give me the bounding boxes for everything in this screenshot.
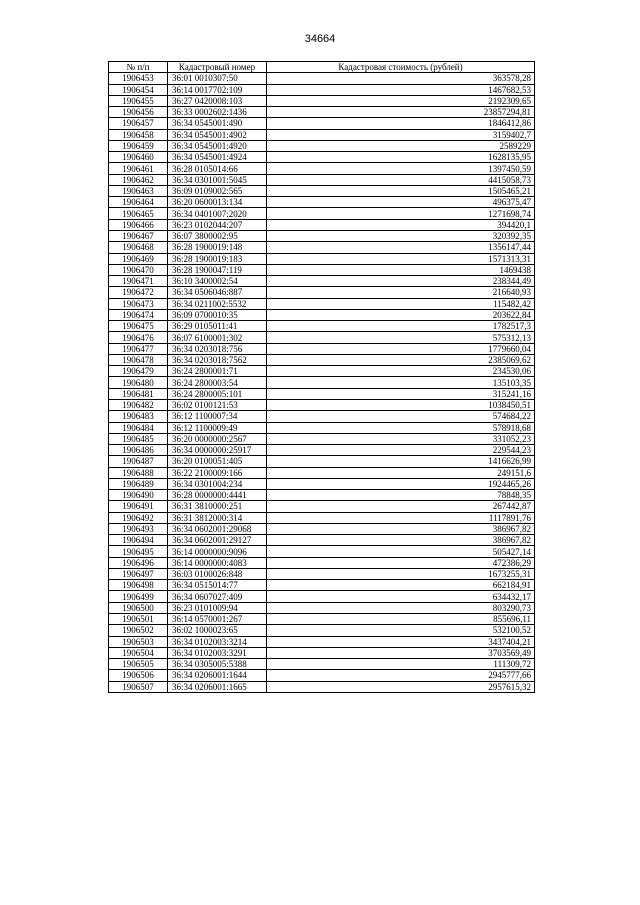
cell-cadastral-value: 1397450,59 — [267, 163, 535, 174]
cell-row-number: 1906455 — [109, 95, 168, 106]
cell-cadastral-number: 36:12 1100007:34 — [168, 411, 267, 422]
table-row — [109, 422, 535, 433]
cell-row-number: 1906460 — [109, 152, 168, 163]
cell-row-number: 1906480 — [109, 377, 168, 388]
cell-cadastral-value: 1571313,31 — [267, 253, 535, 264]
table-row — [109, 377, 535, 388]
cell-row-number: 1906459 — [109, 140, 168, 151]
cell-cadastral-value: 386967,82 — [267, 523, 535, 534]
page-number: 34664 — [304, 33, 336, 45]
cell-cadastral-value: 1505465,21 — [267, 185, 535, 196]
table-row — [109, 647, 535, 658]
cell-row-number: 1906478 — [109, 354, 168, 365]
cell-cadastral-number: 36:34 0545001:4902 — [168, 129, 267, 140]
table-row — [109, 185, 535, 196]
cell-row-number: 1906486 — [109, 445, 168, 456]
cell-cadastral-number: 36:02 1000023:65 — [168, 625, 267, 636]
cell-row-number: 1906453 — [109, 73, 168, 84]
cell-cadastral-value: 532100,52 — [267, 625, 535, 636]
cell-cadastral-number: 36:24 2800005:101 — [168, 388, 267, 399]
cell-cadastral-value: 3703569,49 — [267, 647, 535, 658]
cell-row-number: 1906502 — [109, 625, 168, 636]
table-row — [109, 546, 535, 557]
cell-cadastral-number: 36:20 0000000:2567 — [168, 433, 267, 444]
cell-cadastral-value: 238344,49 — [267, 276, 535, 287]
cell-cadastral-number: 36:28 1900019:183 — [168, 253, 267, 264]
cell-cadastral-number: 36:34 0602001:29127 — [168, 535, 267, 546]
table-row — [109, 129, 535, 140]
cell-cadastral-value: 229544,23 — [267, 445, 535, 456]
cell-cadastral-number: 36:24 2800001:71 — [168, 366, 267, 377]
cell-cadastral-value: 1628135,95 — [267, 152, 535, 163]
cell-cadastral-number: 36:34 0545001:490 — [168, 118, 267, 129]
cell-cadastral-value: 1846412,86 — [267, 118, 535, 129]
cell-row-number: 1906465 — [109, 208, 168, 219]
cell-row-number: 1906482 — [109, 399, 168, 410]
cadastral-value-table — [108, 61, 535, 693]
table-header-row — [109, 62, 535, 73]
cell-cadastral-value: 135103,35 — [267, 377, 535, 388]
cell-cadastral-number: 36:03 0100026:848 — [168, 568, 267, 579]
table-row — [109, 95, 535, 106]
cell-cadastral-value: 115482,42 — [267, 298, 535, 309]
cell-cadastral-value: 1924465,26 — [267, 478, 535, 489]
cell-row-number: 1906506 — [109, 670, 168, 681]
cell-cadastral-number: 36:29 0105011:41 — [168, 321, 267, 332]
table-row — [109, 490, 535, 501]
cell-cadastral-value: 203622,84 — [267, 309, 535, 320]
cell-cadastral-number: 36:34 0545001:4920 — [168, 140, 267, 151]
cell-cadastral-value: 386967,82 — [267, 535, 535, 546]
cell-cadastral-number: 36:34 0515014:77 — [168, 580, 267, 591]
table-row — [109, 602, 535, 613]
cell-row-number: 1906503 — [109, 636, 168, 647]
cell-cadastral-number: 36:34 0401007:2020 — [168, 208, 267, 219]
cell-cadastral-number: 36:23 0102044:207 — [168, 219, 267, 230]
cell-cadastral-number: 36:33 0002602:1436 — [168, 107, 267, 118]
cell-row-number: 1906471 — [109, 276, 168, 287]
cell-cadastral-number: 36:34 0000000:25917 — [168, 445, 267, 456]
cell-row-number: 1906501 — [109, 614, 168, 625]
cell-cadastral-number: 36:14 0000000:9096 — [168, 546, 267, 557]
table-row — [109, 354, 535, 365]
cell-row-number: 1906473 — [109, 298, 168, 309]
cell-cadastral-value: 78848,35 — [267, 490, 535, 501]
cell-row-number: 1906493 — [109, 523, 168, 534]
table-row — [109, 411, 535, 422]
table-row — [109, 501, 535, 512]
table-row — [109, 264, 535, 275]
cell-cadastral-value: 2192309,65 — [267, 95, 535, 106]
cell-row-number: 1906462 — [109, 174, 168, 185]
cell-cadastral-value: 634432,17 — [267, 591, 535, 602]
table-row — [109, 118, 535, 129]
cell-cadastral-number: 36:34 0301001:5045 — [168, 174, 267, 185]
table-row — [109, 456, 535, 467]
cell-row-number: 1906481 — [109, 388, 168, 399]
table-row — [109, 219, 535, 230]
cell-row-number: 1906488 — [109, 467, 168, 478]
cell-row-number: 1906464 — [109, 197, 168, 208]
table-row — [109, 535, 535, 546]
cell-row-number: 1906458 — [109, 129, 168, 140]
cell-row-number: 1906479 — [109, 366, 168, 377]
table-row — [109, 366, 535, 377]
cell-cadastral-value: 331052,23 — [267, 433, 535, 444]
cell-cadastral-number: 36:22 2100009:166 — [168, 467, 267, 478]
cell-cadastral-value: 1673255,31 — [267, 568, 535, 579]
cell-row-number: 1906500 — [109, 602, 168, 613]
table-row — [109, 332, 535, 343]
cell-row-number: 1906472 — [109, 287, 168, 298]
cell-cadastral-number: 36:01 0010307:50 — [168, 73, 267, 84]
cell-row-number: 1906470 — [109, 264, 168, 275]
cell-cadastral-number: 36:34 0506046:887 — [168, 287, 267, 298]
cell-row-number: 1906483 — [109, 411, 168, 422]
table-row — [109, 287, 535, 298]
cell-cadastral-value: 267442,87 — [267, 501, 535, 512]
cell-cadastral-number: 36:23 0101009:94 — [168, 602, 267, 613]
table-row — [109, 512, 535, 523]
table-row — [109, 73, 535, 84]
table-row — [109, 636, 535, 647]
cell-row-number: 1906490 — [109, 490, 168, 501]
table-row — [109, 399, 535, 410]
cell-cadastral-value: 363578,28 — [267, 73, 535, 84]
table-row — [109, 681, 535, 692]
cell-row-number: 1906468 — [109, 242, 168, 253]
cell-row-number: 1906476 — [109, 332, 168, 343]
cell-row-number: 1906491 — [109, 501, 168, 512]
table-row — [109, 659, 535, 670]
cell-row-number: 1906496 — [109, 557, 168, 568]
cell-cadastral-value: 496375,47 — [267, 197, 535, 208]
cell-cadastral-value: 2385069,62 — [267, 354, 535, 365]
cell-cadastral-number: 36:07 6100001:302 — [168, 332, 267, 343]
header-cadastral-value: Кадастровая стоимость (рублей) — [267, 62, 535, 73]
cell-cadastral-value: 575312,13 — [267, 332, 535, 343]
table-row — [109, 309, 535, 320]
table-row — [109, 343, 535, 354]
cell-cadastral-number: 36:34 0206001:1644 — [168, 670, 267, 681]
table-row — [109, 276, 535, 287]
table-row — [109, 174, 535, 185]
cell-cadastral-number: 36:34 0206001:1665 — [168, 681, 267, 692]
cell-cadastral-number: 36:12 1100009:49 — [168, 422, 267, 433]
table-row — [109, 580, 535, 591]
table-row — [109, 230, 535, 241]
cell-cadastral-value: 2957615,32 — [267, 681, 535, 692]
cell-cadastral-value: 2589229 — [267, 140, 535, 151]
table-body — [109, 73, 535, 693]
cell-row-number: 1906497 — [109, 568, 168, 579]
cell-row-number: 1906507 — [109, 681, 168, 692]
cell-row-number: 1906484 — [109, 422, 168, 433]
cell-row-number: 1906498 — [109, 580, 168, 591]
cell-row-number: 1906457 — [109, 118, 168, 129]
cell-cadastral-value: 1117891,76 — [267, 512, 535, 523]
table-row — [109, 568, 535, 579]
cell-row-number: 1906475 — [109, 321, 168, 332]
cell-cadastral-value: 505427,14 — [267, 546, 535, 557]
cell-cadastral-number: 36:34 0301004:234 — [168, 478, 267, 489]
cell-cadastral-value: 216640,93 — [267, 287, 535, 298]
cell-row-number: 1906454 — [109, 84, 168, 95]
cell-cadastral-number: 36:34 0607027:409 — [168, 591, 267, 602]
cell-row-number: 1906489 — [109, 478, 168, 489]
cell-cadastral-number: 36:34 0545001:4924 — [168, 152, 267, 163]
cell-cadastral-value: 234530,06 — [267, 366, 535, 377]
cell-row-number: 1906474 — [109, 309, 168, 320]
cell-cadastral-value: 1416626,99 — [267, 456, 535, 467]
cell-cadastral-value: 2945777,66 — [267, 670, 535, 681]
header-row-number: № п/п — [109, 62, 168, 73]
cell-cadastral-value: 1782517,3 — [267, 321, 535, 332]
table-row — [109, 625, 535, 636]
cell-cadastral-number: 36:20 0100051:405 — [168, 456, 267, 467]
table-row — [109, 467, 535, 478]
cell-cadastral-number: 36:34 0102003:3291 — [168, 647, 267, 658]
table-row — [109, 591, 535, 602]
table-row — [109, 84, 535, 95]
cell-cadastral-number: 36:28 1900047:119 — [168, 264, 267, 275]
cell-row-number: 1906467 — [109, 230, 168, 241]
cell-cadastral-value: 803290,73 — [267, 602, 535, 613]
table-row — [109, 152, 535, 163]
cell-row-number: 1906469 — [109, 253, 168, 264]
cell-cadastral-number: 36:07 3800002:95 — [168, 230, 267, 241]
cell-row-number: 1906485 — [109, 433, 168, 444]
table-row — [109, 445, 535, 456]
cell-cadastral-value: 394420,1 — [267, 219, 535, 230]
cell-cadastral-number: 36:34 0102003:3214 — [168, 636, 267, 647]
cell-cadastral-number: 36:14 0017702:109 — [168, 84, 267, 95]
table-row — [109, 523, 535, 534]
cell-cadastral-value: 1779660,04 — [267, 343, 535, 354]
cell-cadastral-value: 1356147,44 — [267, 242, 535, 253]
cell-cadastral-value: 3159402,7 — [267, 129, 535, 140]
cell-row-number: 1906504 — [109, 647, 168, 658]
table-row — [109, 388, 535, 399]
cell-cadastral-number: 36:28 0000000:4441 — [168, 490, 267, 501]
cell-cadastral-value: 472386,29 — [267, 557, 535, 568]
table-row — [109, 478, 535, 489]
table-row — [109, 107, 535, 118]
cell-cadastral-number: 36:14 0000000:4083 — [168, 557, 267, 568]
table-row — [109, 197, 535, 208]
cell-cadastral-value: 578918,68 — [267, 422, 535, 433]
cell-cadastral-value: 1469438 — [267, 264, 535, 275]
cell-row-number: 1906461 — [109, 163, 168, 174]
table-row — [109, 298, 535, 309]
cell-cadastral-value: 111309,72 — [267, 659, 535, 670]
cell-row-number: 1906466 — [109, 219, 168, 230]
table-row — [109, 557, 535, 568]
cell-cadastral-value: 855696,11 — [267, 614, 535, 625]
table-row — [109, 208, 535, 219]
cell-cadastral-value: 1038450,51 — [267, 399, 535, 410]
cell-cadastral-number: 36:02 0100121:53 — [168, 399, 267, 410]
cell-cadastral-number: 36:14 0570001:267 — [168, 614, 267, 625]
cell-row-number: 1906494 — [109, 535, 168, 546]
cell-cadastral-value: 1271698,74 — [267, 208, 535, 219]
table-row — [109, 321, 535, 332]
cell-cadastral-number: 36:09 0109002:565 — [168, 185, 267, 196]
cell-cadastral-value: 320392,35 — [267, 230, 535, 241]
table-row — [109, 253, 535, 264]
cell-row-number: 1906463 — [109, 185, 168, 196]
cell-cadastral-number: 36:28 1900019:148 — [168, 242, 267, 253]
cell-row-number: 1906456 — [109, 107, 168, 118]
table-row — [109, 242, 535, 253]
cell-cadastral-number: 36:34 0203018:7562 — [168, 354, 267, 365]
cell-cadastral-number: 36:09 0700010:35 — [168, 309, 267, 320]
cell-cadastral-number: 36:31 3812000:314 — [168, 512, 267, 523]
cell-row-number: 1906492 — [109, 512, 168, 523]
cell-cadastral-number: 36:34 0203018:756 — [168, 343, 267, 354]
cell-cadastral-value: 4415058,73 — [267, 174, 535, 185]
cell-cadastral-number: 36:34 0602001:29068 — [168, 523, 267, 534]
cell-cadastral-number: 36:34 0305005:5388 — [168, 659, 267, 670]
cell-row-number: 1906505 — [109, 659, 168, 670]
cell-cadastral-value: 3437404,21 — [267, 636, 535, 647]
cell-cadastral-value: 1467682,53 — [267, 84, 535, 95]
cell-row-number: 1906487 — [109, 456, 168, 467]
table-row — [109, 614, 535, 625]
cell-cadastral-value: 662184,91 — [267, 580, 535, 591]
cell-cadastral-value: 23857294,81 — [267, 107, 535, 118]
table-row — [109, 670, 535, 681]
cell-cadastral-number: 36:10 3400002:54 — [168, 276, 267, 287]
table-row — [109, 163, 535, 174]
cell-cadastral-number: 36:20 0600013:134 — [168, 197, 267, 208]
cell-cadastral-value: 249151,6 — [267, 467, 535, 478]
table-row — [109, 433, 535, 444]
cell-cadastral-number: 36:28 0105014:66 — [168, 163, 267, 174]
cell-cadastral-number: 36:24 2800003:54 — [168, 377, 267, 388]
cell-cadastral-number: 36:31 3810000:251 — [168, 501, 267, 512]
header-cadastral-number: Кадастровый номер — [168, 62, 267, 73]
cell-row-number: 1906477 — [109, 343, 168, 354]
table-row — [109, 140, 535, 151]
cell-row-number: 1906495 — [109, 546, 168, 557]
cell-cadastral-value: 315241,16 — [267, 388, 535, 399]
cell-cadastral-number: 36:27 0420008:103 — [168, 95, 267, 106]
cell-row-number: 1906499 — [109, 591, 168, 602]
cell-cadastral-value: 574684,22 — [267, 411, 535, 422]
cell-cadastral-number: 36:34 0211002:5532 — [168, 298, 267, 309]
